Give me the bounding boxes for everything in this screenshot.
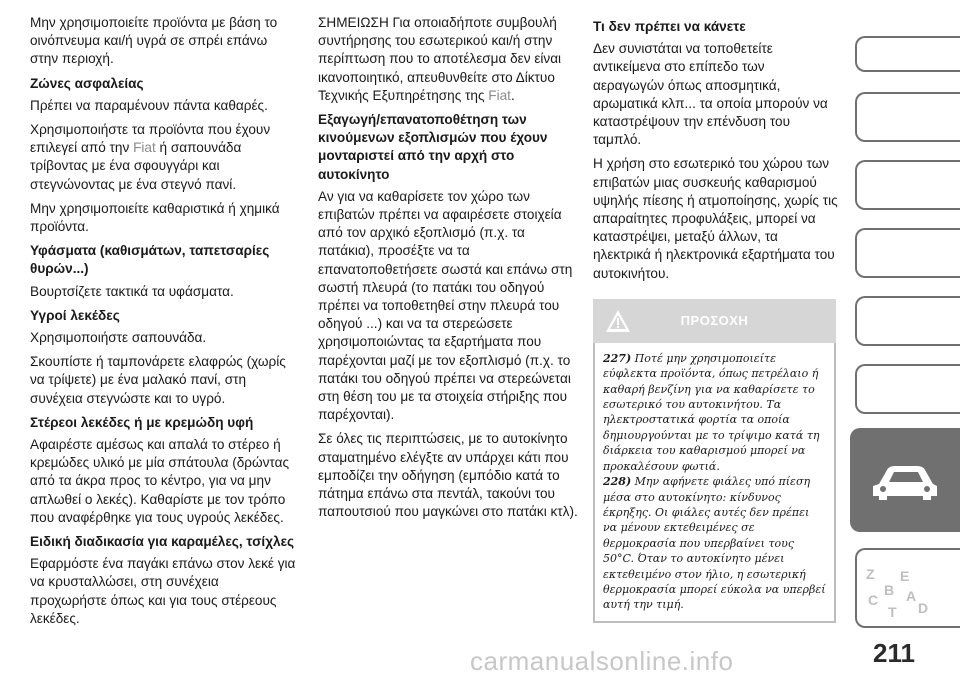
text-span: Χρησιμοποιήστε τα προϊόντα που έχουν επιλεγεί από την [30, 122, 271, 156]
warning-title: ΠΡΟΣΟΧΗ [680, 312, 749, 328]
page-number: 211 [873, 638, 915, 668]
warning-box [593, 299, 836, 623]
paragraph: Εφαρμόστε ένα παγάκι επάνω στον λεκέ για να κρυσταλλώσει, στη συνέχεια προχωρήστε όπως και για τους στέρεους λεκέδες. [30, 556, 296, 626]
column-middle [318, 14, 578, 527]
warning-triangle-icon [605, 309, 631, 333]
chapter-tab[interactable] [855, 36, 960, 72]
heading-solid-stains: Στέρεοι λεκέδες ή με κρεμώδη υφή [30, 414, 254, 430]
warning-note-227 [603, 351, 826, 474]
warning-body [593, 343, 836, 623]
heading-gum-procedure: Ειδική διαδικασία για καραμέλες, τσίχλες [30, 534, 295, 550]
heading-fabrics: Υφάσματα (καθισμάτων, ταπετσαρίες θυρών...) [30, 243, 270, 277]
chapter-tab[interactable] [855, 92, 960, 142]
brand-fiat: Fiat [488, 87, 511, 103]
index-letter: E [900, 568, 910, 584]
chapter-tab[interactable] [855, 296, 960, 346]
text-span: ή σαπουνάδα τρίβοντας με ένα σφουγγάρι και στεγνώνοντας με ένα στεγνό πανί. [30, 140, 242, 192]
index-letter: C [868, 592, 879, 608]
paragraph: Βουρτσίζετε τακτικά τα υφάσματα. [30, 283, 234, 299]
heading-removal-refitting: Εξαγωγή/επανατοποθέτηση των κινούμενων εξοπλισμών που έχουν μονταριστεί από την αρχή στο αυτοκίνητο [318, 112, 548, 182]
note-number: 228) [603, 475, 632, 489]
paragraph: Μην χρησιμοποιείτε καθαριστικά ή χημικά προϊόντα. [30, 200, 280, 235]
index-letter: D [918, 600, 929, 616]
heading-seat-belts: Ζώνες ασφαλείας [30, 75, 144, 91]
index-letter: B [884, 582, 895, 598]
column-right [593, 14, 838, 623]
paragraph: Η χρήση στο εσωτερικό του χώρου των επιβατών μιας συσκευής καθαρισμού υψηλής πίεσης ή ατμοποίησης, χωρίς τις απαραίτητες προφυλάξεις, μπορεί να καταστρέψει, μεταξύ άλλων, τα ηλεκτρικά ή ηλεκτρονικά εξαρτήματα του αυτοκινήτου. [593, 156, 838, 281]
note-number: 227) [603, 351, 632, 365]
paragraph [30, 121, 298, 194]
alphabet-index-icon [858, 560, 938, 620]
paragraph: Πρέπει να παραμένουν πάντα καθαρές. [30, 97, 268, 113]
chapter-tab[interactable] [855, 160, 960, 210]
note-text: Ποτέ μην χρησιμοποιείτε εύφλεκτα προϊόντα, όπως πετρέλαιο ή καθαρή βενζίνη για να καθαρίσετε το εσωτερικό του αυτοκινήτου. Τα ηλεκτροστατικά φορτία τα οποία δημιουργούνται με το τρίψιμο κατά τη διάρκεια του καθαρισμού μπορεί να προκαλέσουν φωτιά. [603, 351, 820, 473]
paragraph: Μην χρησιμοποιείτε προϊόντα με βάση το οινόπνευμα και/ή υγρά σε σπρέι επάνω στην περιοχή. [30, 15, 278, 67]
paragraph: Αφαιρέστε αμέσως και απαλά το στέρεο ή κρεμώδες υλικό με μία σπάτουλα (δρώντας από τα άκρα προς το κέντρο, για να μην απλωθεί ο λεκές). Καθαρίστε με τον τρόπο που αναφέρθηκε για τους υγρούς λεκέδες. [30, 437, 290, 525]
chapter-tab-active[interactable] [850, 428, 960, 532]
chapter-tab[interactable] [855, 364, 960, 414]
brand-fiat: Fiat [133, 140, 156, 156]
text-span: . [510, 87, 515, 103]
warning-header [593, 299, 836, 343]
index-letter: Z [866, 566, 875, 582]
heading-what-not-to-do: Τι δεν πρέπει να κάνετε [593, 19, 746, 34]
car-icon [865, 454, 945, 506]
heading-liquid-stains: Υγροί λεκέδες [30, 307, 120, 323]
column-left [30, 14, 298, 634]
watermark: carmanualsonline.info [470, 646, 734, 676]
index-letter: A [906, 588, 917, 604]
index-letter: T [888, 604, 897, 620]
paragraph: Χρησιμοποιήστε σαπουνάδα. [30, 330, 207, 346]
chapter-tab[interactable] [855, 228, 960, 278]
paragraph: Δεν συνιστάται να τοποθετείτε αντικείμενα στο επίπεδο των αεραγωγών όπως αποσμητικά, αρωματικά κλπ... τα οποία μπορούν να καταστρέψουν την επένδυση του ταμπλό. [593, 41, 828, 148]
paragraph: Σε όλες τις περιπτώσεις, με το αυτοκίνητο σταματημένο ελέγξτε αν υπάρχει κάτι που εμποδίζει την οδήγηση (εμπόδιο κατά το πάτημα επάνω στα πεντάλ, τακούνι του παπουτσιού που μαγκώνει στο πατάκι κτλ). [318, 431, 578, 520]
warning-note-228 [603, 474, 826, 613]
note-text: Μην αφήνετε φιάλες υπό πίεση μέσα στο αυτοκίνητο: κίνδυνος έκρηξης. Οι φιάλες αυτές δεν πρέπει να μένουν εκτεθειμένες σε θερμοκρασία που υπερβαίνει τους 50°C. Όταν το αυτοκίνητο μένει εκτεθειμένο στον ήλιο, η εσωτερική θερμοκρασία μπορεί εύκολα να υπερβεί αυτή την τιμή. [603, 475, 826, 612]
text-span: ΣΗΜΕΙΩΣΗ Για οποιαδήποτε συμβουλή συντήρησης του εσωτερικού και/ή στην περίπτωση που το αποτέλεσμα δεν είναι ικανοποιητικό, απευθυνθείτε στο Δίκτυο Τεχνικής Εξυπηρέτησης της [318, 15, 562, 103]
note-paragraph [318, 14, 578, 105]
paragraph: Σκουπίστε ή ταμπονάρετε ελαφρώς (χωρίς να τρίψετε) με ένα μαλακό πανί, στη συνέχεια στεγνώστε και το υγρό. [30, 354, 286, 406]
paragraph: Αν για να καθαρίσετε τον χώρο των επιβατών πρέπει να αφαιρέσετε στοιχεία από τον αρχικό εξοπλισμό (π.χ. τα πατάκια), προσέξτε να τα επανατοποθετήσετε σωστά και επάνω στη σωστή πλευρά (το πατάκι του οδηγού πρέπει να τοποθετηθεί στην πλευρά του οδηγού ...) και να τα στερεώσετε χρησιμοποιώντας τα εξαρτήματα που παρέχονται μαζί με τον εξοπλισμό (π.χ. το πατάκι του οδηγού πρέπει να στερεώνεται στη θέση του με τα στοιχεία στήριξης που παρέχονται). [318, 188, 573, 423]
